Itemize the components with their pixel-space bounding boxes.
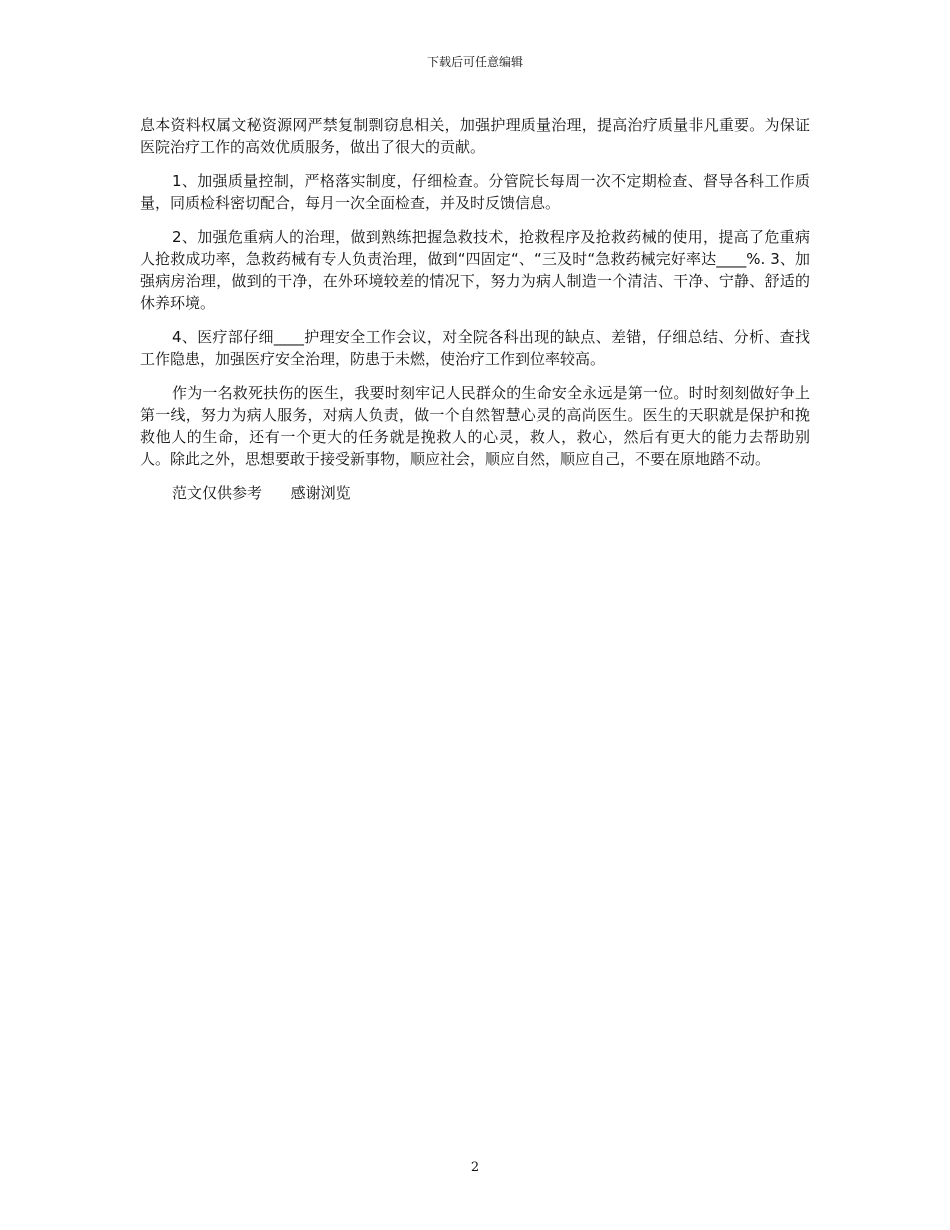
closing-line (140, 482, 810, 504)
closing-left: 范文仅供参考 (172, 484, 263, 502)
paragraph-conclusion: 作为一名救死扶伤的医生，我要时刻牢记人民群众的生命安全永远是第一位。时时刻刻做好争上第一线，努力为病人服务，对病人负责，做一个自然智慧心灵的高尚医生。医生的天职就是保护和挽救他人的生命，还有一个更大的任务就是挽救人的心灵，救人，救心，然后有更大的能力去帮助别人。除此之外，思想要敢于接受新事物，顺应社会，顺应自然，顺应自己，不要在原地踏不动。 (140, 384, 810, 468)
paragraph-item-4: 4、医疗部仔细____护理安全工作会议，对全院各科出现的缺点、差错，仔细总结、分析、查找工作隐患，加强医疗安全治理，防患于未燃，使治疗工作到位率较高。 (140, 328, 810, 368)
page-number: 2 (470, 1160, 480, 1175)
paragraph-item-2: 2、加强危重病人的治理，做到熟练把握急救技术，抢救程序及抢救药械的使用，提高了危重病人抢救成功率，急救药械有专人负责治理，做到“四固定“、“三及时“急救药械完好率达____%. 3、加强病房治理，做到的干净，在外环境较差的情况下，努力为病人制造一个清洁、干净、宁静、舒适的休养环境。 (140, 228, 810, 312)
header-note: 下载后可任意编辑 (426, 55, 523, 69)
paragraph-item-1: 1、加强质量控制，严格落实制度，仔细检查。分管院长每周一次不定期检查、督导各科工作质量，同质检科密切配合，每月一次全面检查，并及时反馈信息。 (140, 172, 810, 212)
document-body (140, 114, 810, 504)
closing-right: 感谢浏览 (290, 484, 351, 502)
paragraph-intro: 息本资料权属文秘资源网严禁复制剽窃息相关，加强护理质量治理，提高治疗质量非凡重要。为保证医院治疗工作的高效优质服务，做出了很大的贡献。 (140, 116, 810, 156)
